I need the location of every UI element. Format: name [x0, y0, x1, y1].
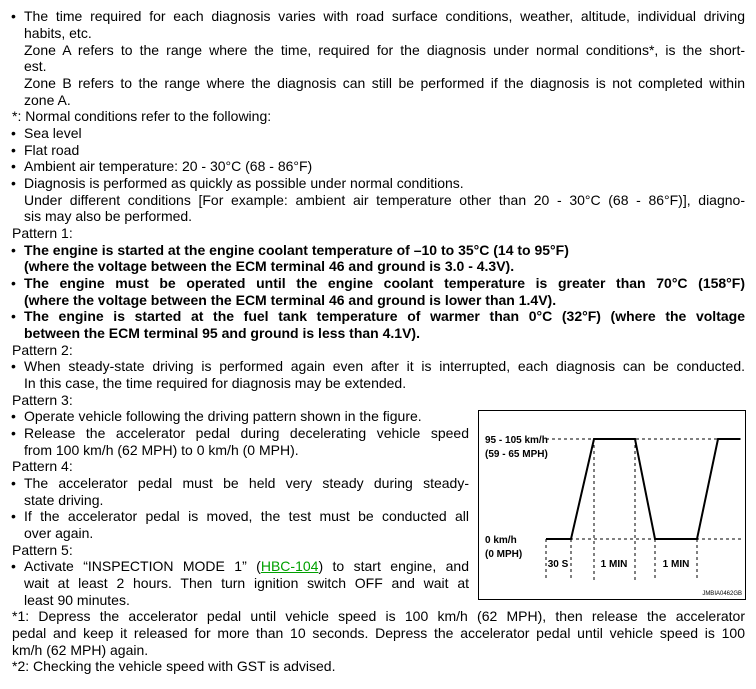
bullet: •	[11, 508, 16, 524]
text-line: (where the voltage between the ECM terminal 46 and ground is lower than 1.4V).	[24, 292, 557, 308]
bullet: •	[11, 425, 16, 441]
text-line: est.	[24, 58, 47, 74]
text-line: habits, etc.	[24, 25, 92, 41]
zero-speed-mph-label: (0 MPH)	[485, 549, 523, 560]
high-speed-label: 95 - 105 km/h	[485, 435, 548, 446]
text-line: The time required for each diagnosis varies with road surface conditions, weather, altitude, individual driving	[24, 8, 745, 24]
text-line: state driving.	[24, 492, 104, 508]
list-item: Flat road	[24, 142, 80, 158]
text-line: zone A.	[24, 92, 71, 108]
pattern-4-heading: Pattern 4:	[12, 458, 73, 474]
bullet: •	[11, 175, 16, 191]
text-line: *2: Checking the vehicle speed with GST is advised.	[12, 658, 336, 674]
text-line: When steady-state driving is performed again even after it is interrupted, each diagnosis can be conducted.	[24, 358, 745, 374]
bullet: •	[11, 142, 16, 158]
bullet: •	[11, 125, 16, 141]
bullet: •	[11, 475, 16, 491]
bullet: •	[11, 275, 16, 291]
pattern-5-heading: Pattern 5:	[12, 542, 73, 558]
high-speed-mph-label: (59 - 65 MPH)	[485, 449, 548, 460]
segment-1min-label: 1 MIN	[662, 559, 690, 570]
text-line: If the accelerator pedal is moved, the test must be conducted all	[24, 508, 469, 524]
text-line: between the ECM terminal 95 and ground is less than 4.1V).	[24, 325, 420, 341]
text-line: least 90 minutes.	[24, 592, 130, 608]
text-line	[24, 558, 469, 575]
list-item: Diagnosis is performed as quickly as possible under normal conditions.	[24, 175, 464, 191]
bullet: •	[11, 358, 16, 374]
list-item: Sea level	[24, 125, 82, 141]
zero-speed-label: 0 km/h	[485, 535, 517, 546]
driving-pattern-figure	[478, 410, 746, 600]
pattern-2-heading: Pattern 2:	[12, 342, 73, 358]
text-line: The accelerator pedal must be held very steady during steady-	[24, 475, 469, 491]
text-line: sis may also be performed.	[24, 208, 193, 224]
text-line: km/h (62 MPH) again.	[12, 642, 149, 658]
figure-code: JMBIA0462GB	[702, 591, 742, 597]
text-line: *1: Depress the accelerator pedal until vehicle speed is 100 km/h (62 MPH), then release the accelerator	[12, 608, 745, 624]
text-segment: Activate “INSPECTION MODE 1” (	[24, 558, 261, 574]
bullet: •	[11, 242, 16, 258]
text-line: Release the accelerator pedal during decelerating vehicle speed	[24, 425, 469, 441]
text-line: pedal and keep it released for more than 10 seconds. Depress the accelerator pedal until vehicle speed is 100	[12, 625, 745, 641]
hbc-104-link[interactable]: HBC-104	[260, 558, 319, 574]
text-line: (where the voltage between the ECM terminal 46 and ground is 3.0 - 4.3V).	[24, 258, 515, 274]
text-line: In this case, the time required for diagnosis may be extended.	[24, 375, 407, 391]
text-line: over again.	[24, 525, 94, 541]
bullet: •	[11, 558, 16, 574]
text-line: The engine is started at the engine coolant temperature of –10 to 35°C (14 to 95°F)	[24, 242, 569, 258]
text-line: Under different conditions [For example: ambient air temperature other than 20 - 30°C (68 - 86°F)], diagno-	[24, 192, 745, 208]
bullet: •	[11, 308, 16, 324]
text-line: The engine must be operated until the engine coolant temperature is greater than 70°C (158°F)	[24, 275, 745, 291]
pattern-3-heading: Pattern 3:	[12, 392, 73, 408]
segment-30s-label: 30 S	[547, 559, 569, 570]
section-heading: *: Normal conditions refer to the following:	[12, 108, 272, 124]
text-line: wait at least 2 hours. Then turn ignition switch OFF and wait at	[24, 575, 469, 591]
driving-pattern-svg	[478, 410, 746, 600]
segment-1min-label: 1 MIN	[600, 559, 628, 570]
bullet: •	[11, 408, 16, 424]
list-item: Ambient air temperature: 20 - 30°C (68 - 86°F)	[24, 158, 313, 174]
bullet: •	[11, 8, 16, 24]
pattern-1-heading: Pattern 1:	[12, 225, 73, 241]
text-line: Operate vehicle following the driving pattern shown in the figure.	[24, 408, 422, 424]
text-line: from 100 km/h (62 MPH) to 0 km/h (0 MPH).	[24, 442, 299, 458]
text-line: The engine is started at the fuel tank temperature of warmer than 0°C (32°F) (where the voltage	[24, 308, 745, 324]
bullet: •	[11, 158, 16, 174]
text-line: Zone B refers to the range where the diagnosis can still be performed if the diagnosis is not completed within	[24, 75, 745, 91]
text-line: Zone A refers to the range where the time, required for the diagnosis under normal conditions*, is the short-	[24, 42, 745, 58]
text-segment: ) to start engine, and	[318, 558, 469, 574]
